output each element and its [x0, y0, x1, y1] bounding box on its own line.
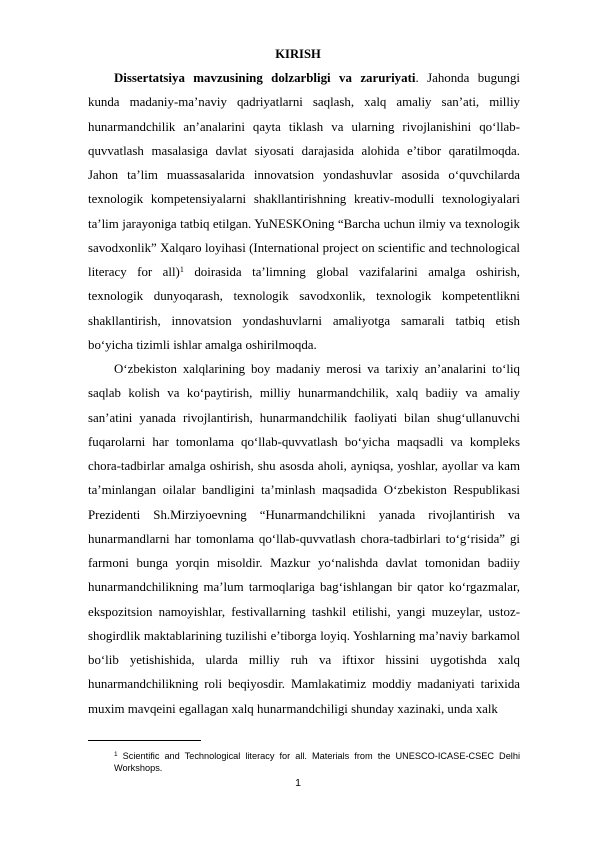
paragraph-text-continued: doirasida ta’limning global vazifalarini amalga oshirish, texnologik dunyoqarash, texnologik savodxonlik, texnologik kompetentlikni shakllantirish, innovatsion yondashuvlarni amaliyotga samarali tatbiq etish bo‘yicha tizimli ishlar amalga oshirilmoqda. — [88, 265, 520, 352]
footnote — [114, 750, 520, 774]
page-number: 1 — [295, 777, 301, 789]
section-lead: Dissertatsiya mavzusining dolzarbligi va zaruriyati — [114, 71, 416, 85]
footnote-text: Scientific and Technological literacy for all. Materials from the UNESCO-ICASE-CSEC Delhi Workshops. — [114, 751, 520, 773]
footnote-marker: 1 — [114, 751, 118, 758]
page-title: KIRISH — [275, 47, 321, 61]
lead-punctuation: . — [415, 71, 419, 85]
paragraph-text: Jahonda bugungi kunda madaniy-ma’naviy qadriyatlarni saqlash, xalq amaliy san’ati, milliy hunarmandchilik an’analarini qayta tiklash va ularning rivojlanishini qo‘llab-quvvatlash masalasiga davlat siyosati darajasida alohida e’tibor qaratilmoqda. Jahon ta’lim muassasalarida innovatsion yondashuvlar asosida o‘quvchilarda texnologik kompetensiyalarni shakllantirishning kreativ-modulli texnologiyalari ta’lim jarayoniga tatbiq etilgan. YuNESKOning “Barcha uchun ilmiy va texnologik savodxonlik” Xalqaro loyihasi (International project on scientific and technological literacy for all) — [88, 71, 520, 279]
footnote-divider — [88, 740, 201, 741]
footnote-reference[interactable]: 1 — [179, 265, 184, 274]
paragraph-crafts: O‘zbekiston xalqlarining boy madaniy merosi va tarixiy an’analarini to‘liq saqlab kolish va ko‘paytirish, milliy hunarmandchilik, xalq badiiy va amaliy san’atini yanada rivojlantirish, hunarmandchilik faoliyati bilan shug‘ullanuvchi fuqarolarni har tomonlama qo‘llab-quvvatlash bo‘yicha maqsadli va kompleks chora-tadbirlar amalga oshirish, shu asosda aholi, ayniqsa, yoshlar, ayollar va kam ta’minlangan oilalar bandligini ta’minlash maqsadida O‘zbekiston Respublikasi Prezidenti Sh.Mirziyoevning “Hunarmandchilikni yanada rivojlantirish va hunarmandlarni har tomonlama qo‘llab-quvvatlash chora-tadbirlari to‘g‘risida” gi farmoni bunga yorqin misoldir. Mazkur yo‘nalishda davlat tomonidan badiiy hunarmandchilikning ma’lum tarmoqlariga bag‘ishlangan bir qator ko‘rgazmalar, ekspozitsion namoyishlar, festivallarning tashkil etilishi, yangi muzeylar, ustoz-shogirdlik maktablarining tuzilishi e’tiborga loyiq. Yoshlarning ma’naviy barkamol bo‘lib yetishishida, ularda milliy ruh va iftixor hissini uygotishda xalq hunarmandchilikning roli beqiyosdir. Mamlakatimiz moddiy madaniyati tarixida muxim mavqeini egallagan xalq hunarmandchiligi shunday xazinaki, unda xalk — [88, 362, 520, 716]
body-text — [88, 66, 520, 721]
paragraph-relevance — [88, 66, 520, 357]
